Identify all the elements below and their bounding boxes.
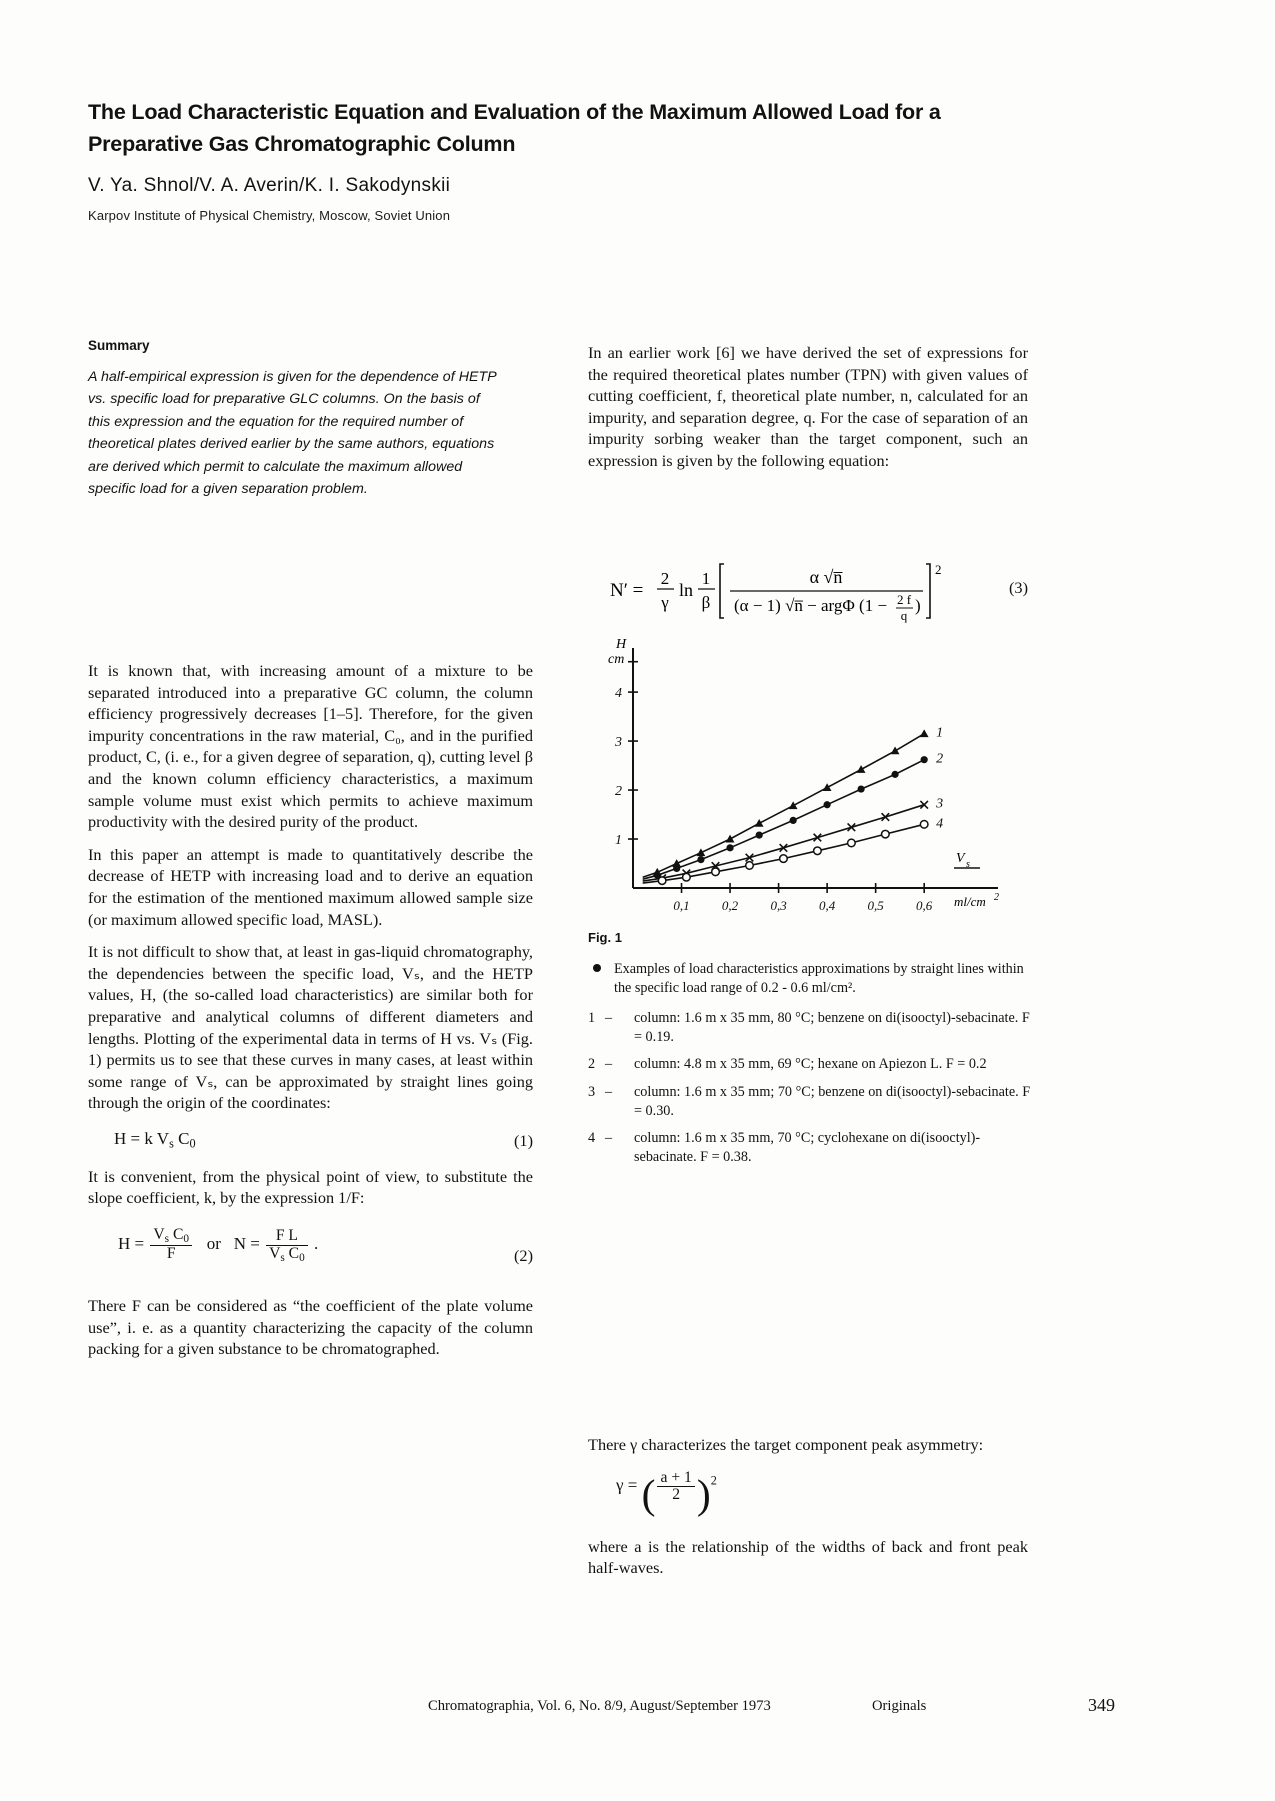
- author-list: V. Ya. Shnol/V. A. Averin/K. I. Sakodynskii: [88, 175, 451, 196]
- svg-text:γ: γ: [661, 593, 669, 612]
- legend-item-1: [588, 1009, 1038, 1046]
- left-paragraph-1: It is known that, with increasing amount of a mixture to be separated introduced into a preparative GC column, the column efficiency progressively decreases [1–5]. Therefore, for the given impurity concentrations in the raw material, C₀, and in the purified product, C, (i. e., for a given degree of separation, q), cutting level β and the known column efficiency characteristics, a maximum sample volume must exist which permits to achieve maximum productivity with the desired purity of the product.: [88, 661, 533, 832]
- svg-text:β: β: [701, 593, 711, 612]
- left-column-body: [88, 660, 533, 1360]
- equation-3-graphic: [588, 556, 988, 626]
- footer-section: Originals: [872, 1698, 927, 1714]
- svg-text:2: 2: [615, 784, 622, 800]
- figure-1-chart: [588, 630, 1028, 930]
- svg-text:0,3: 0,3: [770, 898, 787, 913]
- legend-item-3-text: column: 1.6 m x 35 mm; 70 °C; benzene on di(isooctyl)-sebacinate. F = 0.30.: [634, 1083, 1031, 1119]
- equation-gamma: [588, 1470, 1028, 1524]
- legend-item-3: [588, 1083, 1038, 1120]
- svg-text:ln: ln: [679, 580, 694, 600]
- legend-item-1-index: 1: [588, 1010, 596, 1027]
- svg-text:2: 2: [935, 562, 942, 577]
- svg-text:2 f: 2 f: [896, 592, 912, 607]
- summary-paragraph: A half-empirical expression is given for the dependence of HETP vs. specific load for preparative GLC columns. On the basis of this expression and the equation for the required number of theoretical plates derived earlier by the same authors, equations are derived which permit to calculate the maximum allowed specific load for a given separation problem.: [88, 369, 497, 498]
- summary-text: [88, 366, 503, 500]
- right-paragraph-3: where a is the relationship of the widths of back and front peak half-waves.: [588, 1536, 1028, 1578]
- legend-item-4-dash: –: [605, 1130, 613, 1147]
- summary-heading: Summary: [88, 338, 150, 353]
- affiliation: Karpov Institute of Physical Chemistry, Moscow, Soviet Union: [88, 208, 451, 223]
- left-paragraph-5: There F can be considered as “the coefficient of the plate volume use”, i. e. as a quantity characterizing the capacity of the column packing for a given substance to be chromatographed.: [88, 1296, 533, 1359]
- svg-text:3: 3: [936, 796, 944, 812]
- left-paragraph-4: It is convenient, from the physical point of view, to substitute the slope coefficient, k, by the expression 1/F:: [88, 1166, 533, 1208]
- svg-text:2: 2: [994, 892, 999, 903]
- left-paragraph-2: In this paper an attempt is made to quantitatively describe the decrease of HETP with increasing load and to derive an equation for the estimation of the mentioned maximum allowed sample size (or maximum allowed specific load, MASL).: [88, 844, 533, 929]
- svg-text:α √n̅: α √n̅: [809, 567, 843, 587]
- svg-text:3: 3: [615, 735, 622, 751]
- svg-text:H: H: [616, 637, 627, 652]
- svg-text:V: V: [956, 851, 965, 866]
- svg-text:0,6: 0,6: [916, 898, 933, 913]
- equation-2-number: (2): [514, 1246, 533, 1266]
- page-title: The Load Characteristic Equation and Evaluation of the Maximum Allowed Load for a Preparative Gas Chromatographic Column: [88, 100, 941, 156]
- svg-text:2: 2: [936, 751, 944, 767]
- footer-page-number: 349: [1088, 1695, 1115, 1715]
- right-column-body-bottom: [588, 1434, 1028, 1579]
- equation-2: [88, 1227, 533, 1281]
- legend-item-4: [588, 1129, 1038, 1166]
- legend-item-1-dash: –: [605, 1010, 613, 1027]
- equation-gamma-body: γ = ( $\frac{a + 1}{2}$ )$^2$: [616, 1468, 717, 1518]
- right-paragraph-2: There γ characterizes the target component peak asymmetry:: [588, 1435, 984, 1454]
- legend-lead-text: Examples of load characteristics approximations by straight lines within the specific load range of 0.2 - 0.6 ml/cm².: [614, 961, 1024, 996]
- legend-item-4-index: 4: [588, 1130, 596, 1147]
- svg-text:0,5: 0,5: [867, 898, 884, 913]
- legend-item-3-index: 3: [588, 1083, 596, 1100]
- svg-text:): ): [915, 596, 921, 615]
- equation-1: [88, 1128, 533, 1154]
- legend-lead: [588, 960, 1038, 997]
- svg-text:ml/cm: ml/cm: [954, 894, 986, 909]
- bullet-icon: [593, 964, 601, 972]
- right-column-body-top: [588, 342, 1028, 472]
- legend-item-2-index: 2: [588, 1056, 596, 1073]
- figure-caption: Fig. 1: [588, 930, 622, 945]
- right-paragraph-1: In an earlier work [6] we have derived the set of expressions for the required theoretical plates number (TPN) with given values of cutting coefficient, f, theoretical plate number, n, calculated for an impurity, and separation degree, q. For the case of separation of an impurity sorbing weaker than the target component, such an expression is given by the following equation:: [588, 343, 1028, 470]
- svg-text:1: 1: [936, 725, 944, 741]
- legend-item-2-text: column: 4.8 m x 35 mm, 69 °C; hexane on Apiezon L. F = 0.2: [634, 1056, 987, 1073]
- svg-text:q: q: [900, 608, 908, 623]
- footer-citation: Chromatographia, Vol. 6, No. 8/9, August/September 1973: [428, 1698, 771, 1714]
- svg-text:4: 4: [936, 816, 944, 832]
- svg-text:N′ =: N′ =: [610, 580, 644, 601]
- svg-text:1: 1: [701, 569, 711, 588]
- svg-text:0,1: 0,1: [673, 898, 690, 913]
- svg-text:s: s: [966, 859, 970, 870]
- svg-text:4: 4: [615, 686, 622, 702]
- legend-item-4-text: column: 1.6 m x 35 mm, 70 °C; cyclohexane on di(isooctyl)-sebacinate. F = 0.38.: [634, 1130, 981, 1165]
- equation-2-or: or: [206, 1234, 221, 1254]
- figure-1: [588, 630, 1028, 930]
- svg-text:1: 1: [615, 833, 622, 849]
- equation-1-number: (1): [514, 1130, 533, 1150]
- svg-text:0,2: 0,2: [721, 898, 739, 913]
- legend-item-3-dash: –: [605, 1083, 613, 1100]
- equation-1-body: H = k $V_s$ $C_0$: [114, 1128, 196, 1151]
- equation-2-body: H = $\frac{V_s C_0}{F}$ or N = $\frac{\text{F L}}{V_s C_0}$ .: [118, 1226, 319, 1265]
- left-paragraph-3: It is not difficult to show that, at least in gas-liquid chromatography, the dependencies between the specific load, Vₛ, and the HETP values, H, (the so-called load characteristics) are similar both for preparative and analytical columns of different diameters and lengths. Plotting of the experimental data in terms of H vs. Vₛ (Fig. 1) permits us to see that these curves in many cases, at least within some range of Vₛ, can be approximated by straight lines going through the origin of the coordinates:: [88, 942, 533, 1113]
- svg-text:cm: cm: [608, 652, 625, 667]
- svg-text:0,4: 0,4: [818, 898, 836, 913]
- legend-item-2-dash: –: [605, 1056, 613, 1073]
- svg-text:2: 2: [660, 569, 670, 588]
- svg-text:(α − 1) √n̅ − argΦ (1 −: (α − 1) √n̅ − argΦ (1 −: [734, 596, 888, 615]
- legend-item-1-text: column: 1.6 m x 35 mm, 80 °C; benzene on di(isooctyl)-sebacinate. F = 0.19.: [634, 1010, 1030, 1045]
- figure-legend: [588, 960, 1038, 1175]
- equation-3: [588, 556, 1028, 626]
- equation-3-number: (3): [1009, 578, 1028, 597]
- legend-item-2: [588, 1055, 1038, 1074]
